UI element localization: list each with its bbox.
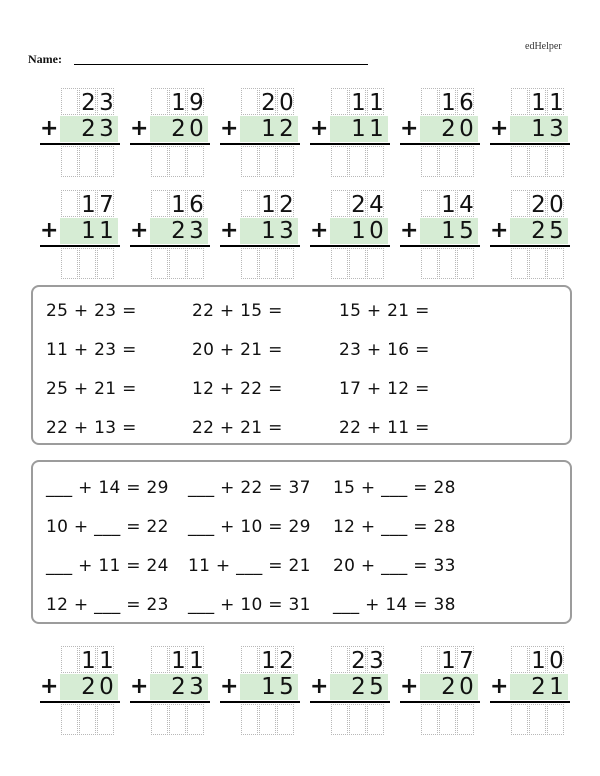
- vertical-problem: [130, 190, 210, 282]
- bottom-digit: 5: [459, 218, 474, 244]
- answer-cell[interactable]: [187, 248, 204, 279]
- brand-label: edHelper: [525, 41, 562, 52]
- top-digit: 1: [171, 648, 186, 674]
- top-digit: 1: [549, 90, 564, 116]
- missing-addend-box: [31, 460, 572, 624]
- top-digit: 1: [351, 90, 366, 116]
- bottom-digit: 2: [351, 674, 366, 700]
- answer-cell[interactable]: [151, 248, 168, 279]
- answer-cell[interactable]: [529, 248, 546, 279]
- bottom-digit: 1: [99, 218, 114, 244]
- digit-guide-cell: [511, 646, 528, 673]
- top-digit: 1: [81, 192, 96, 218]
- top-digit: 1: [441, 648, 456, 674]
- plus-sign: +: [220, 116, 239, 141]
- answer-cell[interactable]: [367, 248, 384, 279]
- answer-cell[interactable]: [277, 146, 294, 177]
- vertical-problem: [310, 190, 390, 282]
- answer-cell[interactable]: [61, 704, 78, 735]
- digit-guide-cell: [331, 190, 348, 217]
- sum-line: [130, 245, 210, 247]
- answer-cell[interactable]: [241, 704, 258, 735]
- answer-cell[interactable]: [439, 248, 456, 279]
- addition-equation: 22 + 13 =: [46, 418, 137, 438]
- plus-sign: +: [400, 674, 419, 699]
- bottom-digit: 3: [99, 116, 114, 142]
- answer-cell[interactable]: [511, 248, 528, 279]
- answer-cell[interactable]: [529, 704, 546, 735]
- top-digit: 2: [531, 192, 546, 218]
- vertical-problem: [130, 646, 210, 738]
- plus-sign: +: [490, 218, 509, 243]
- vertical-problem: [40, 88, 120, 180]
- answer-cell[interactable]: [457, 146, 474, 177]
- addition-equation: 25 + 21 =: [46, 379, 137, 399]
- answer-cell[interactable]: [169, 146, 186, 177]
- vertical-problem: [310, 88, 390, 180]
- name-label: Name:: [28, 52, 62, 66]
- bottom-digit: 3: [189, 218, 204, 244]
- sum-line: [310, 245, 390, 247]
- answer-cell[interactable]: [61, 248, 78, 279]
- top-digit: 2: [351, 192, 366, 218]
- digit-guide-cell: [241, 88, 258, 115]
- top-digit: 2: [351, 648, 366, 674]
- answer-cell[interactable]: [97, 146, 114, 177]
- top-digit: 2: [279, 648, 294, 674]
- answer-cell[interactable]: [547, 704, 564, 735]
- addition-equation: 20 + 21 =: [192, 340, 283, 360]
- plus-sign: +: [310, 218, 329, 243]
- digit-guide-cell: [331, 646, 348, 673]
- digit-guide-cell: [421, 190, 438, 217]
- answer-cell[interactable]: [349, 704, 366, 735]
- top-digit: 3: [369, 648, 384, 674]
- plus-sign: +: [220, 218, 239, 243]
- bottom-digit: 3: [549, 116, 564, 142]
- vertical-problem: [220, 88, 300, 180]
- digit-guide-cell: [61, 88, 78, 115]
- top-digit: 7: [99, 192, 114, 218]
- bottom-digit: 1: [261, 116, 276, 142]
- missing-addend-equation: ___ + 10 = 29: [188, 517, 311, 537]
- answer-cell[interactable]: [97, 704, 114, 735]
- addition-equation: 22 + 11 =: [339, 418, 430, 438]
- answer-cell[interactable]: [61, 146, 78, 177]
- top-digit: 1: [441, 90, 456, 116]
- top-digit: 6: [459, 90, 474, 116]
- sum-line: [220, 701, 300, 703]
- top-digit: 1: [261, 192, 276, 218]
- digit-guide-cell: [331, 88, 348, 115]
- top-digit: 0: [549, 648, 564, 674]
- bottom-digit: 2: [171, 116, 186, 142]
- answer-cell[interactable]: [151, 704, 168, 735]
- answer-cell[interactable]: [457, 248, 474, 279]
- answer-cell[interactable]: [439, 146, 456, 177]
- sum-line: [220, 245, 300, 247]
- sum-line: [220, 143, 300, 145]
- sum-line: [40, 143, 120, 145]
- answer-cell[interactable]: [421, 248, 438, 279]
- bottom-digit: 5: [279, 674, 294, 700]
- answer-cell[interactable]: [511, 704, 528, 735]
- bottom-digit: 0: [459, 116, 474, 142]
- top-digit: 1: [261, 648, 276, 674]
- vertical-problem: [400, 190, 480, 282]
- bottom-digit: 2: [81, 116, 96, 142]
- digit-guide-cell: [511, 190, 528, 217]
- vertical-problem: [400, 646, 480, 738]
- digit-guide-cell: [241, 646, 258, 673]
- plus-sign: +: [490, 674, 509, 699]
- plus-sign: +: [40, 116, 59, 141]
- top-digit: 6: [189, 192, 204, 218]
- digit-guide-cell: [241, 190, 258, 217]
- vertical-problem: [220, 646, 300, 738]
- name-line[interactable]: [74, 64, 368, 65]
- bottom-digit: 0: [369, 218, 384, 244]
- answer-cell[interactable]: [331, 704, 348, 735]
- answer-cell[interactable]: [241, 248, 258, 279]
- top-digit: 4: [369, 192, 384, 218]
- answer-cell[interactable]: [331, 248, 348, 279]
- top-digit: 2: [279, 192, 294, 218]
- answer-cell[interactable]: [169, 704, 186, 735]
- sum-line: [130, 143, 210, 145]
- sum-line: [400, 701, 480, 703]
- plus-sign: +: [130, 674, 149, 699]
- vertical-problem: [490, 88, 570, 180]
- top-digit: 1: [171, 192, 186, 218]
- bottom-digit: 1: [441, 218, 456, 244]
- vertical-problem: [40, 190, 120, 282]
- digit-guide-cell: [151, 646, 168, 673]
- top-digit: 9: [189, 90, 204, 116]
- bottom-digit: 0: [459, 674, 474, 700]
- bottom-digit: 2: [441, 674, 456, 700]
- missing-addend-equation: 11 + ___ = 21: [188, 556, 311, 576]
- answer-cell[interactable]: [259, 704, 276, 735]
- bottom-digit: 5: [369, 674, 384, 700]
- missing-addend-equation: 15 + ___ = 28: [333, 478, 456, 498]
- sum-line: [40, 245, 120, 247]
- sum-line: [490, 701, 570, 703]
- addition-equation: 12 + 22 =: [192, 379, 283, 399]
- missing-addend-equation: 12 + ___ = 23: [46, 595, 169, 615]
- vertical-problem: [400, 88, 480, 180]
- missing-addend-equation: 20 + ___ = 33: [333, 556, 456, 576]
- sum-line: [490, 143, 570, 145]
- answer-cell[interactable]: [547, 146, 564, 177]
- bottom-digit: 3: [189, 674, 204, 700]
- missing-addend-equation: ___ + 14 = 29: [46, 478, 169, 498]
- answer-cell[interactable]: [169, 248, 186, 279]
- bottom-digit: 2: [531, 674, 546, 700]
- answer-cell[interactable]: [259, 146, 276, 177]
- bottom-digit: 2: [81, 674, 96, 700]
- answer-cell[interactable]: [331, 146, 348, 177]
- bottom-digit: 2: [531, 218, 546, 244]
- bottom-digit: 0: [99, 674, 114, 700]
- missing-addend-equation: ___ + 10 = 31: [188, 595, 311, 615]
- top-digit: 1: [99, 648, 114, 674]
- sum-line: [490, 245, 570, 247]
- digit-guide-cell: [511, 88, 528, 115]
- missing-addend-equation: ___ + 22 = 37: [188, 478, 311, 498]
- top-digit: 1: [531, 648, 546, 674]
- plus-sign: +: [490, 116, 509, 141]
- sum-line: [310, 701, 390, 703]
- answer-cell[interactable]: [97, 248, 114, 279]
- vertical-problem: [490, 646, 570, 738]
- answer-cell[interactable]: [349, 248, 366, 279]
- addition-equation: 15 + 21 =: [339, 301, 430, 321]
- answer-cell[interactable]: [439, 704, 456, 735]
- plus-sign: +: [40, 218, 59, 243]
- bottom-digit: 2: [279, 116, 294, 142]
- answer-cell[interactable]: [547, 248, 564, 279]
- vertical-problem: [220, 190, 300, 282]
- bottom-digit: 2: [171, 674, 186, 700]
- addition-equation: 23 + 16 =: [339, 340, 430, 360]
- top-digit: 1: [441, 192, 456, 218]
- plus-sign: +: [40, 674, 59, 699]
- top-digit: 7: [459, 648, 474, 674]
- answer-cell[interactable]: [367, 704, 384, 735]
- answer-cell[interactable]: [529, 146, 546, 177]
- horizontal-problems-box: [31, 285, 572, 445]
- plus-sign: +: [400, 218, 419, 243]
- sum-line: [400, 245, 480, 247]
- addition-equation: 25 + 23 =: [46, 301, 137, 321]
- vertical-problem: [490, 190, 570, 282]
- answer-cell[interactable]: [511, 146, 528, 177]
- top-digit: 0: [279, 90, 294, 116]
- answer-cell[interactable]: [277, 248, 294, 279]
- addition-equation: 17 + 12 =: [339, 379, 430, 399]
- sum-line: [310, 143, 390, 145]
- digit-guide-cell: [421, 646, 438, 673]
- plus-sign: +: [400, 116, 419, 141]
- answer-cell[interactable]: [457, 704, 474, 735]
- digit-guide-cell: [421, 88, 438, 115]
- bottom-digit: 1: [531, 116, 546, 142]
- top-digit: 1: [531, 90, 546, 116]
- top-digit: 4: [459, 192, 474, 218]
- bottom-digit: 2: [441, 116, 456, 142]
- plus-sign: +: [130, 218, 149, 243]
- missing-addend-equation: ___ + 11 = 24: [46, 556, 169, 576]
- top-digit: 1: [81, 648, 96, 674]
- top-digit: 2: [261, 90, 276, 116]
- answer-cell[interactable]: [79, 248, 96, 279]
- bottom-digit: 2: [171, 218, 186, 244]
- addition-equation: 22 + 21 =: [192, 418, 283, 438]
- answer-cell[interactable]: [241, 146, 258, 177]
- digit-guide-cell: [61, 646, 78, 673]
- bottom-digit: 1: [369, 116, 384, 142]
- missing-addend-equation: ___ + 14 = 38: [333, 595, 456, 615]
- top-digit: 1: [369, 90, 384, 116]
- top-digit: 2: [81, 90, 96, 116]
- vertical-problem: [310, 646, 390, 738]
- bottom-digit: 3: [279, 218, 294, 244]
- bottom-digit: 1: [549, 674, 564, 700]
- digit-guide-cell: [151, 190, 168, 217]
- vertical-problem: [130, 88, 210, 180]
- bottom-digit: 0: [189, 116, 204, 142]
- answer-cell[interactable]: [79, 704, 96, 735]
- sum-line: [130, 701, 210, 703]
- answer-cell[interactable]: [187, 146, 204, 177]
- sum-line: [400, 143, 480, 145]
- digit-guide-cell: [151, 88, 168, 115]
- top-digit: 1: [189, 648, 204, 674]
- bottom-digit: 1: [261, 674, 276, 700]
- top-digit: 0: [549, 192, 564, 218]
- digit-guide-cell: [61, 190, 78, 217]
- missing-addend-equation: 10 + ___ = 22: [46, 517, 169, 537]
- answer-cell[interactable]: [421, 146, 438, 177]
- answer-cell[interactable]: [187, 704, 204, 735]
- answer-cell[interactable]: [79, 146, 96, 177]
- top-digit: 3: [99, 90, 114, 116]
- sum-line: [40, 701, 120, 703]
- answer-cell[interactable]: [421, 704, 438, 735]
- answer-cell[interactable]: [367, 146, 384, 177]
- bottom-digit: 5: [549, 218, 564, 244]
- plus-sign: +: [130, 116, 149, 141]
- plus-sign: +: [310, 116, 329, 141]
- vertical-problem: [40, 646, 120, 738]
- answer-cell[interactable]: [151, 146, 168, 177]
- plus-sign: +: [220, 674, 239, 699]
- bottom-digit: 1: [81, 218, 96, 244]
- missing-addend-equation: 12 + ___ = 28: [333, 517, 456, 537]
- answer-cell[interactable]: [277, 704, 294, 735]
- addition-equation: 11 + 23 =: [46, 340, 137, 360]
- plus-sign: +: [310, 674, 329, 699]
- bottom-digit: 1: [351, 218, 366, 244]
- answer-cell[interactable]: [349, 146, 366, 177]
- bottom-digit: 1: [351, 116, 366, 142]
- answer-cell[interactable]: [259, 248, 276, 279]
- bottom-digit: 1: [261, 218, 276, 244]
- top-digit: 1: [171, 90, 186, 116]
- addition-equation: 22 + 15 =: [192, 301, 283, 321]
